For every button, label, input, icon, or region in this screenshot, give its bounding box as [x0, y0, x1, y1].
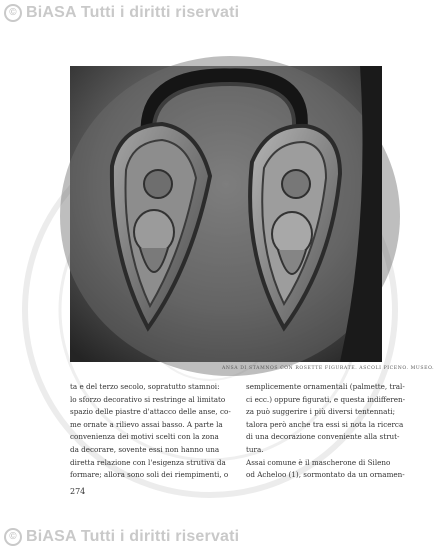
text-line: ci ecc.) oppure figurati, e questa indifferen- — [246, 394, 406, 404]
text-line: od Acheloo (1), sormontato da un ornamen- — [246, 470, 405, 480]
text-line: formare; allora sono soli dei riempimenti, o — [70, 470, 229, 480]
text-line: convenienza dei motivi scelti con la zona — [70, 432, 219, 442]
right-text-column — [246, 381, 404, 482]
text-line: diretta relazione con l'esigenza strutiva da — [70, 457, 226, 467]
text-line: semplicemente ornamentali (palmette, tral- — [246, 382, 405, 391]
text-line: za può suggerire i più diversi tentennati; — [246, 407, 396, 417]
copyright-icon: © — [4, 528, 22, 546]
watermark-text: BiASA Tutti i diritti riservati — [26, 4, 240, 21]
text-line: spazio delle piastre d'attacco delle anse, co- — [70, 407, 231, 417]
watermark-banner-bottom — [0, 524, 408, 550]
stamnos-handle-photo — [70, 66, 382, 362]
text-line: lo sforzo decorativo si restringe al limitato — [70, 394, 226, 404]
text-line: tura. — [246, 444, 264, 454]
watermark-banner-top — [0, 0, 408, 26]
text-line: ta e del terzo secolo, sopratutto stamnoi: — [70, 382, 220, 391]
watermark-text: BiASA Tutti i diritti riservati — [26, 528, 240, 545]
page-number: 274 — [70, 487, 86, 496]
text-line: Assai comune è il mascherone di Sileno — [246, 457, 391, 467]
left-text-column — [70, 381, 231, 482]
text-line: me ornate a rilievo assai basso. A parte la — [70, 419, 223, 429]
figure-caption: ANSA DI STAMNOS CON ROSETTE FIGURATE. ASCOLI PICENO. MUSEO. — [222, 366, 434, 371]
text-line: di una decorazione conveniente alla strut- — [246, 432, 400, 442]
copyright-icon: © — [4, 4, 22, 22]
text-line: da decorare, sovente essi non hanno una — [70, 444, 220, 454]
text-line: talora però anche tra essi si nota la ricerca — [246, 419, 404, 429]
